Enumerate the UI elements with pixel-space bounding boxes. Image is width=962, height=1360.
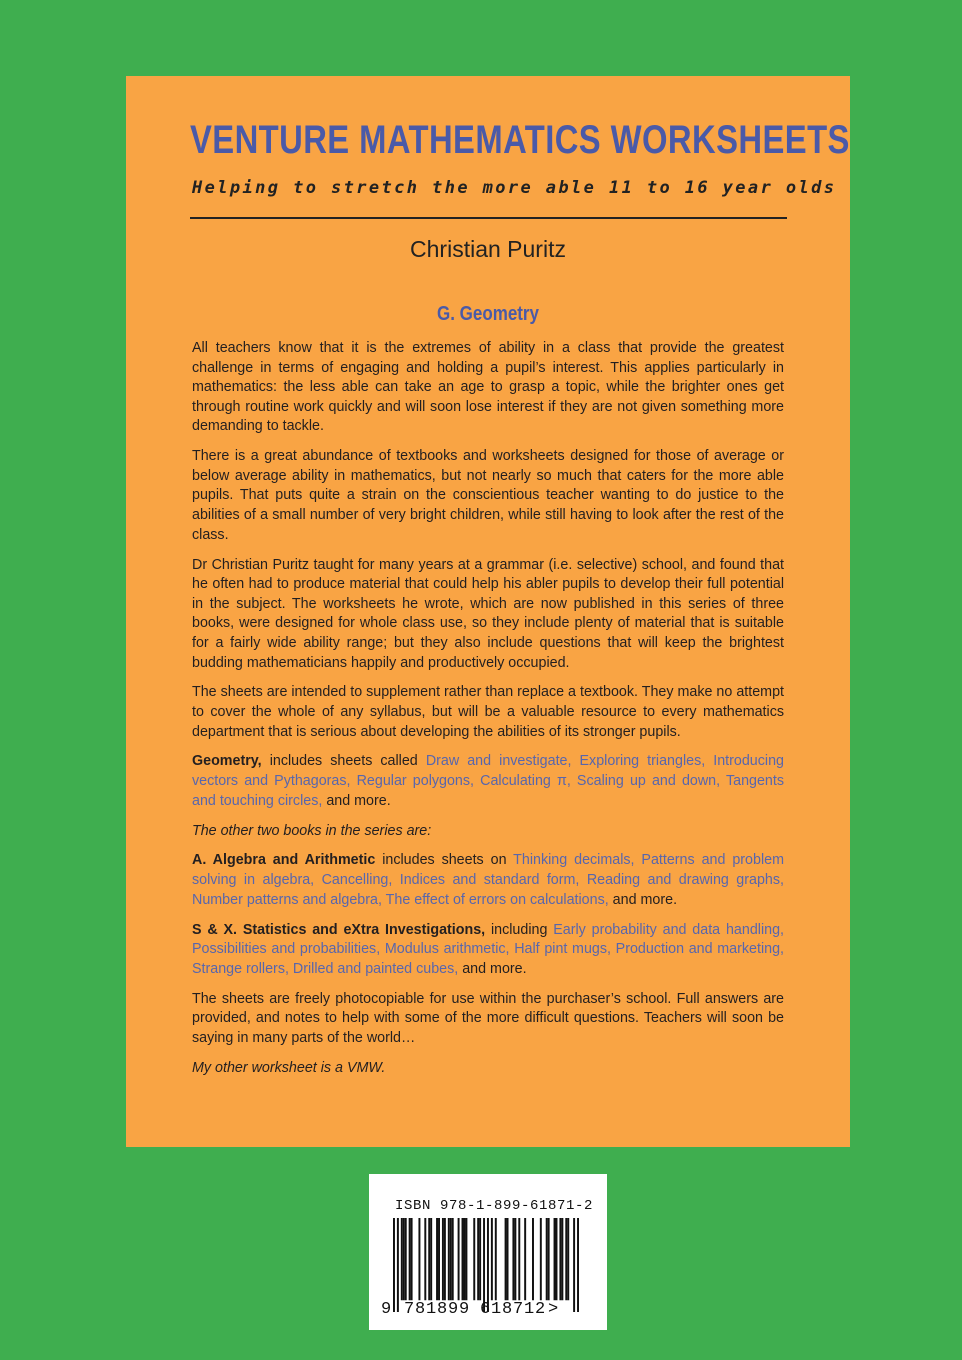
barcode-bar [438, 1218, 440, 1300]
barcode-digits [381, 1300, 559, 1320]
book-title: VENTURE MATHEMATICS WORKSHEETS [190, 118, 850, 162]
barcode-bar [401, 1218, 403, 1300]
barcode-bar [397, 1218, 399, 1312]
barcode-bar [565, 1218, 567, 1300]
barcode-bar [409, 1218, 411, 1300]
blurb-paragraph-1: All teachers know that it is the extremes of ability in a class that provide the greatest challenge in terms of engaging and holding a pupil’s interest. This applies particularly in mathematics: the less able can take an age to grasp a topic, while the brighter ones get through routine work quickly and will soon lose interest if they are not given something more demanding to tackle. [192, 340, 784, 435]
barcode-bar [448, 1218, 450, 1300]
barcode-bar [548, 1218, 550, 1300]
barcode-bar [465, 1218, 467, 1300]
barcode-bar [546, 1218, 548, 1300]
statistics-paragraph [192, 921, 784, 980]
algebra-paragraph [192, 851, 784, 910]
barcode-bar [518, 1218, 520, 1300]
blurb-paragraph-4: The sheets are intended to supplement rather than replace a textbook. They make no attempt to cover the whole of any syllabus, but will be a valuable resource to every mathematics department that is serious about developing the abilities of its stronger pupils. [192, 684, 784, 740]
geometry-paragraph [192, 752, 784, 811]
tagline: My other worksheet is a VMW. [192, 1059, 386, 1076]
book-subtitle: Helping to stretch the more able 11 to 16 year olds [192, 178, 837, 198]
barcode-bar [556, 1218, 558, 1300]
barcode-bar [495, 1218, 497, 1300]
barcode-bar [462, 1218, 464, 1300]
barcode-bar [477, 1218, 479, 1300]
algebra-tail: and more. [608, 891, 678, 908]
barcode-bar [463, 1218, 465, 1300]
cover-panel [126, 76, 850, 1147]
barcode-bar [458, 1218, 460, 1300]
geometry-lead: Geometry, [192, 753, 262, 770]
barcode-bar [403, 1218, 405, 1300]
section-heading: G. Geometry [436, 303, 540, 325]
barcode-digits-left: 781899 [404, 1300, 471, 1319]
barcode-bar [418, 1218, 420, 1300]
barcode-bar [573, 1218, 575, 1312]
barcode-digits-right: 618712 [480, 1300, 547, 1319]
algebra-lead: A. Algebra and Arithmetic [192, 852, 376, 869]
barcode-box [369, 1174, 607, 1330]
barcode-bar [442, 1218, 444, 1300]
barcode-bar [483, 1218, 485, 1312]
statistics-tail: and more. [458, 960, 527, 977]
barcode-bar [444, 1218, 446, 1300]
statistics-lead: S & X. Statistics and eXtra Investigations, [192, 921, 486, 938]
barcode-bar [487, 1218, 489, 1312]
barcode-bar [430, 1218, 432, 1300]
algebra-topics: Thinking decimals, Patterns and problem solving in algebra, Cancelling, Indices and standard form, Reading and drawing graphs, Number patterns and algebra, The effect of errors on calculations, [192, 852, 784, 908]
geometry-mid: includes sheets called [261, 753, 426, 770]
barcode-bar [507, 1218, 509, 1300]
statistics-mid: including [485, 921, 554, 938]
geometry-topics: Draw and investigate, Exploring triangles, Introducing vectors and Pythagoras, Regular polygons, Calculating π, Scaling up and down, Tangents and touching circles, [192, 753, 784, 809]
barcode-bar [450, 1218, 452, 1300]
other-books-intro: The other two books in the series are: [192, 822, 432, 839]
barcode-bar [540, 1218, 542, 1300]
blurb-body [192, 339, 784, 1089]
barcode-arrow: > [548, 1300, 560, 1319]
barcode-bar [559, 1218, 561, 1300]
statistics-topics: Early probability and data handling, Possibilities and probabilities, Modulus arithmetic, Half pint mugs, Production and marketing, Strange rollers, Drilled and painted cubes, [192, 921, 784, 977]
author-name: Christian Puritz [410, 236, 566, 262]
barcode-bar [452, 1218, 454, 1300]
barcode-bar [554, 1218, 556, 1300]
barcode-bar [567, 1218, 569, 1300]
barcode-bar [436, 1218, 438, 1300]
barcode-digit-first: 9 [381, 1300, 393, 1319]
algebra-mid: includes sheets on [375, 852, 514, 869]
title-divider [190, 217, 787, 219]
barcode-icon [393, 1218, 579, 1312]
barcode-bar [561, 1218, 563, 1300]
barcode-bar [411, 1218, 413, 1300]
geometry-tail: and more. [322, 792, 391, 809]
closing-paragraph: The sheets are freely photocopiable for use within the purchaser’s school. Full answers are provided, and notes to help with some of the more difficult questions. Teachers will soon be saying in many parts of the world… [192, 990, 784, 1046]
barcode-bar [524, 1218, 526, 1300]
blurb-paragraph-3: Dr Christian Puritz taught for many years at a grammar (i.e. selective) school, and found that he often had to produce material that could help his abler pupils to develop their full potential in the subject. The worksheets he wrote, which are now published in this series of three books, were designed for whole class use, so they include plenty of material that is suitable for a fairly wide ability range; but they also include questions that will keep the brightest budding mathematicians happily and productively occupied. [192, 556, 784, 671]
barcode-bar [479, 1218, 481, 1300]
barcode-bar [473, 1218, 475, 1300]
barcode-bar [512, 1218, 514, 1300]
barcode-bar [428, 1218, 430, 1300]
blurb-paragraph-2: There is a great abundance of textbooks and worksheets designed for those of average or below average ability in mathematics, but not nearly so much that caters for the more able pupils. That puts quite a strain on the conscientious teacher wanting to do justice to the abilities of a small number of very bright children, while still having to look after the rest of the class. [192, 448, 784, 543]
barcode-bar [577, 1218, 579, 1312]
isbn-label: ISBN 978-1-899-61871-2 [395, 1198, 594, 1214]
barcode-bar [424, 1218, 426, 1300]
barcode-bar [405, 1218, 407, 1300]
barcode-bar [505, 1218, 507, 1300]
barcode-bar [514, 1218, 516, 1300]
barcode-bar [393, 1218, 395, 1312]
barcode-bar [491, 1218, 493, 1300]
barcode-bar [532, 1218, 534, 1300]
